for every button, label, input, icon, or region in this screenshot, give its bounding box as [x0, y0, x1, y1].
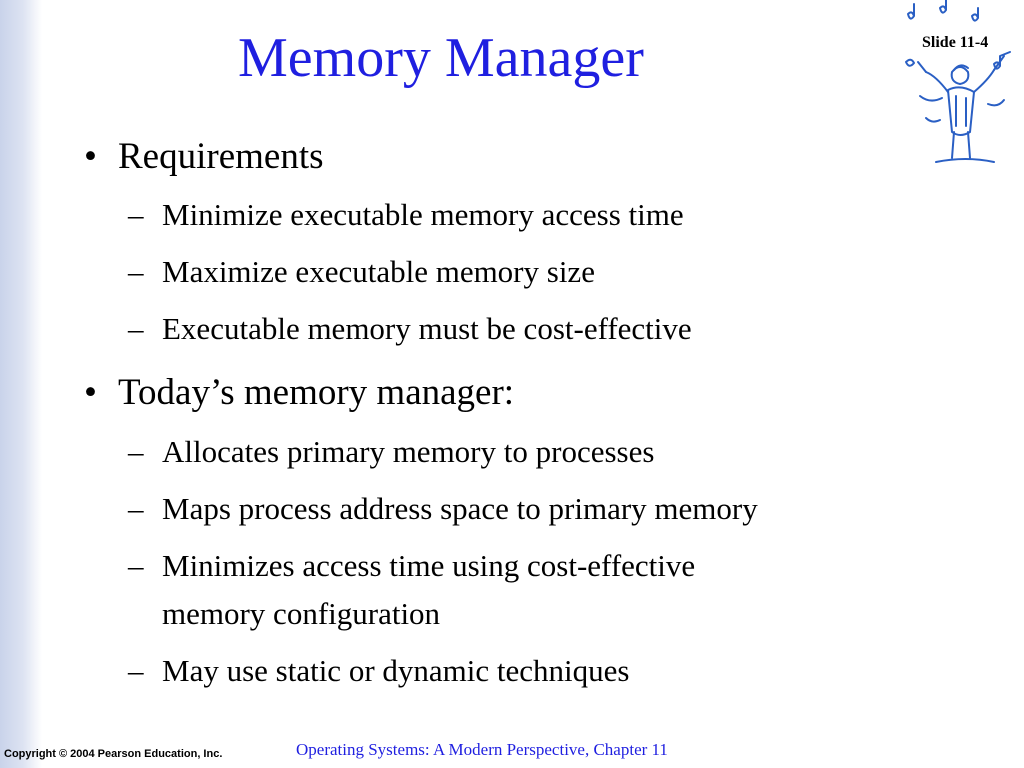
dash-marker: –: [128, 311, 144, 346]
dash-marker: –: [128, 254, 144, 289]
sub-bullet-text: Minimize executable memory access time: [162, 197, 684, 232]
dash-marker: –: [128, 653, 144, 688]
sub-bullet-text: Executable memory must be cost-effective: [162, 311, 692, 346]
sub-bullet-text: Maximize executable memory size: [162, 254, 595, 289]
sub-bullet-continuation: memory configuration: [162, 596, 441, 631]
dash-marker: –: [128, 197, 144, 232]
bullet-text: Today’s memory manager:: [118, 372, 515, 413]
dash-marker: –: [128, 548, 144, 583]
footer-copyright: Copyright © 2004 Pearson Education, Inc.: [4, 748, 223, 760]
sub-bullet-text: Maps process address space to primary memory: [162, 491, 758, 526]
sub-bullet-text: Allocates primary memory to processes: [162, 434, 655, 469]
dash-marker: –: [128, 434, 144, 469]
bullet-marker: •: [84, 372, 97, 413]
footer-book-title: Operating Systems: A Modern Perspective, Chapter 11: [296, 740, 668, 759]
slide-number: Slide 11-4: [922, 34, 989, 51]
bullet-text: Requirements: [118, 136, 324, 177]
slide-title: Memory Manager: [238, 27, 644, 89]
sub-bullet-text: May use static or dynamic techniques: [162, 653, 630, 688]
sub-bullet-text: Minimizes access time using cost-effective: [162, 548, 696, 583]
dash-marker: –: [128, 491, 144, 526]
bullet-marker: •: [84, 136, 97, 177]
